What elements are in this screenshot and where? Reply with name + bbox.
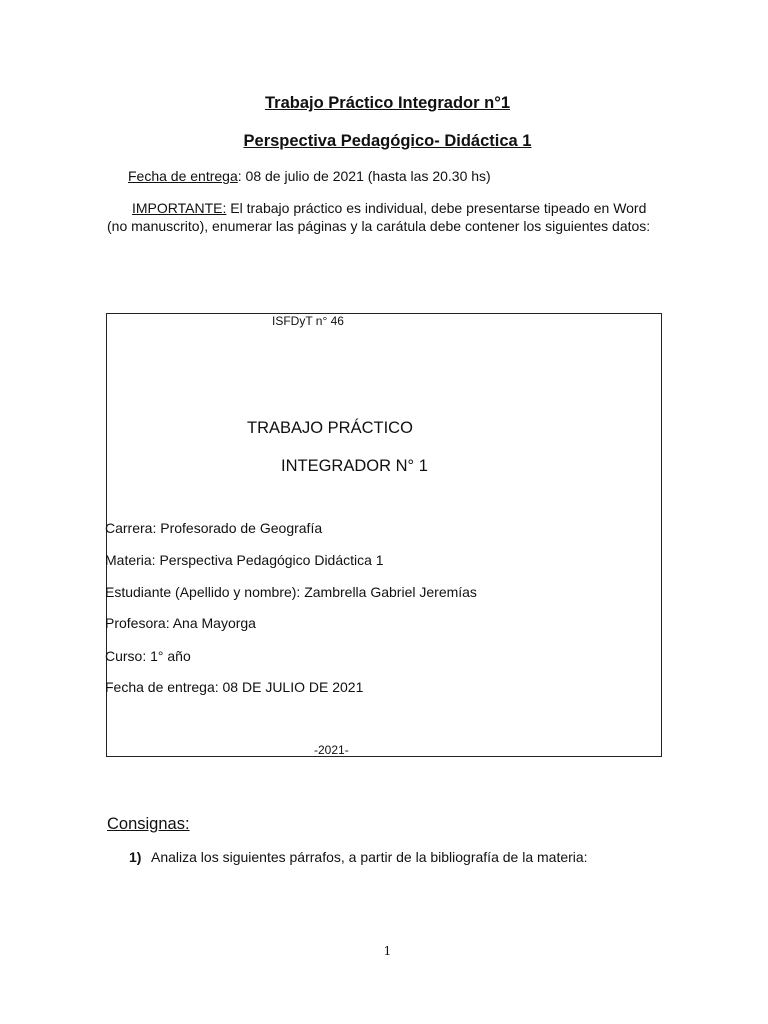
important-line-1 bbox=[132, 200, 646, 216]
cover-institute: ISFDyT n° 46 bbox=[272, 314, 344, 328]
delivery-date-line bbox=[128, 168, 491, 184]
consigna-text: Analiza los siguientes párrafos, a partir de la bibliografía de la materia: bbox=[151, 849, 588, 865]
cover-title-line-1: TRABAJO PRÁCTICO bbox=[247, 419, 413, 437]
delivery-date-value: : 08 de julio de 2021 (hasta las 20.30 hs) bbox=[237, 168, 491, 184]
document-subtitle: Perspectiva Pedagógico- Didáctica 1 bbox=[243, 132, 532, 150]
important-line-2: (no manuscrito), enumerar las páginas y la carátula debe contener los siguientes datos: bbox=[107, 218, 651, 234]
cover-field-profesora: Profesora: Ana Mayorga bbox=[105, 615, 256, 631]
cover-year: -2021- bbox=[314, 743, 349, 757]
important-label: IMPORTANTE: bbox=[132, 200, 227, 216]
page-number: 1 bbox=[383, 944, 392, 958]
document-title: Trabajo Práctico Integrador n°1 bbox=[265, 94, 510, 112]
cover-field-materia: Materia: Perspectiva Pedagógico Didáctica 1 bbox=[105, 552, 384, 568]
delivery-date-label: Fecha de entrega bbox=[128, 168, 238, 184]
cover-field-estudiante: Estudiante (Apellido y nombre): Zambrella Gabriel Jeremías bbox=[105, 584, 477, 600]
cover-field-carrera: Carrera: Profesorado de Geografía bbox=[105, 520, 323, 536]
important-text-1: El trabajo práctico es individual, debe presentarse tipeado en Word bbox=[226, 200, 647, 216]
consignas-heading: Consignas: bbox=[107, 815, 190, 833]
cover-title-line-2: INTEGRADOR N° 1 bbox=[281, 457, 428, 475]
cover-field-curso: Curso: 1° año bbox=[105, 648, 191, 664]
cover-field-fecha: Fecha de entrega: 08 DE JULIO DE 2021 bbox=[105, 679, 364, 695]
consigna-number: 1) bbox=[129, 849, 142, 865]
